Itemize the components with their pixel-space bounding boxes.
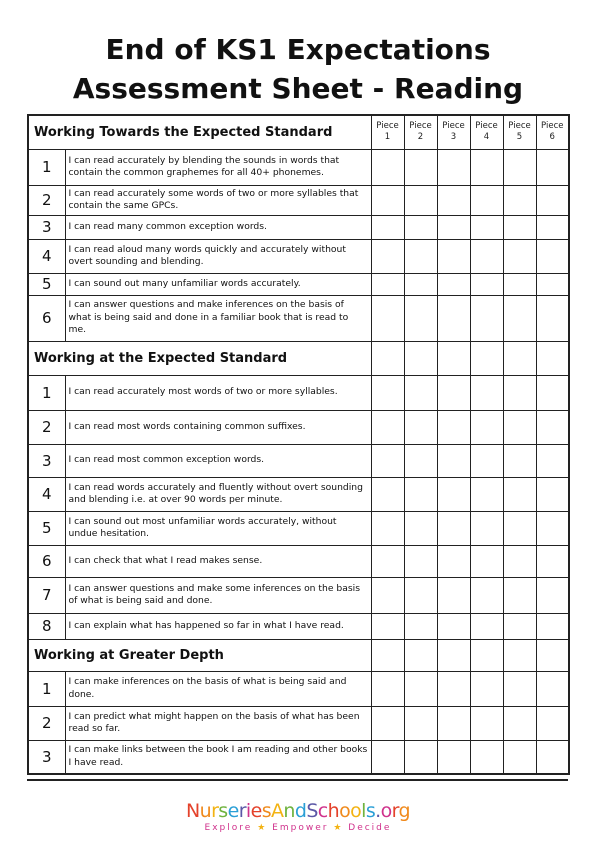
section-header-row (28, 341, 569, 375)
logo-tagline (0, 822, 596, 834)
title-line-2: Assessment Sheet - Reading (72, 72, 524, 105)
criterion-row (28, 511, 569, 545)
criterion-text: I can read most words containing common suffixes. (65, 410, 371, 444)
piece-5-cell[interactable] (503, 671, 536, 706)
piece-2-cell[interactable] (404, 740, 437, 774)
piece-label: Piece (376, 121, 399, 132)
piece-4-cell[interactable] (470, 149, 503, 185)
piece-4-cell[interactable] (470, 273, 503, 295)
nurseries-and-schools-logo (0, 800, 596, 834)
tagline-explore: Explore (204, 823, 253, 833)
criterion-number: 3 (28, 740, 65, 774)
piece-2-cell[interactable] (404, 477, 437, 511)
piece-6-cell[interactable] (536, 545, 569, 577)
piece-2-cell[interactable] (404, 239, 437, 273)
criterion-text: I can explain what has happened so far in what I have read. (65, 613, 371, 639)
piece-1-cell[interactable] (371, 511, 404, 545)
piece-4-cell[interactable] (470, 511, 503, 545)
piece-2-cell[interactable] (404, 706, 437, 740)
criterion-text: I can read words accurately and fluently without overt sounding and blending i.e. at over 90 words per minute. (65, 477, 371, 511)
criterion-row (28, 185, 569, 215)
piece-number: 1 (384, 132, 391, 143)
piece-3-cell[interactable] (437, 511, 470, 545)
piece-3-cell[interactable] (437, 149, 470, 185)
piece-4-header (470, 115, 503, 149)
criterion-number: 4 (28, 477, 65, 511)
piece-3-header[interactable] (437, 639, 470, 671)
piece-6-cell[interactable] (536, 273, 569, 295)
piece-5-cell[interactable] (503, 477, 536, 511)
piece-3-cell[interactable] (437, 185, 470, 215)
criterion-text: I can read accurately by blending the sounds in words that contain the common graphemes for all 40+ phonemes. (65, 149, 371, 185)
piece-4-cell[interactable] (470, 295, 503, 341)
piece-2-header[interactable] (404, 341, 437, 375)
piece-1-cell[interactable] (371, 477, 404, 511)
piece-5-header[interactable] (503, 341, 536, 375)
section-title: Working Towards the Expected Standard (28, 115, 371, 149)
section-title: Working at Greater Depth (28, 639, 371, 671)
criterion-number: 2 (28, 706, 65, 740)
criterion-number: 2 (28, 410, 65, 444)
piece-5-cell[interactable] (503, 273, 536, 295)
piece-2-header (404, 115, 437, 149)
piece-1-cell[interactable] (371, 295, 404, 341)
piece-3-cell[interactable] (437, 410, 470, 444)
piece-3-cell[interactable] (437, 273, 470, 295)
piece-6-cell[interactable] (536, 706, 569, 740)
criterion-row (28, 477, 569, 511)
criterion-text: I can answer questions and make inferences on the basis of what is being said and done in a familiar book that is read to me. (65, 295, 371, 341)
piece-1-cell[interactable] (371, 410, 404, 444)
piece-6-cell[interactable] (536, 577, 569, 613)
piece-6-cell[interactable] (536, 477, 569, 511)
criterion-text: I can sound out most unfamiliar words accurately, without undue hesitation. (65, 511, 371, 545)
piece-6-header[interactable] (536, 341, 569, 375)
piece-5-cell[interactable] (503, 706, 536, 740)
piece-5-cell[interactable] (503, 149, 536, 185)
piece-3-cell[interactable] (437, 706, 470, 740)
piece-label: Piece (442, 121, 465, 132)
piece-6-header (536, 115, 569, 149)
criterion-text: I can check that what I read makes sense. (65, 545, 371, 577)
piece-1-cell[interactable] (371, 613, 404, 639)
criterion-row (28, 273, 569, 295)
criterion-text: I can make links between the book I am reading and other books I have read. (65, 740, 371, 774)
piece-1-cell[interactable] (371, 545, 404, 577)
piece-2-cell[interactable] (404, 613, 437, 639)
piece-2-cell[interactable] (404, 149, 437, 185)
criterion-row (28, 740, 569, 774)
piece-5-cell[interactable] (503, 740, 536, 774)
piece-1-cell[interactable] (371, 671, 404, 706)
criterion-number: 6 (28, 295, 65, 341)
piece-3-cell[interactable] (437, 444, 470, 477)
piece-4-cell[interactable] (470, 375, 503, 410)
piece-5-cell[interactable] (503, 215, 536, 239)
criterion-text: I can predict what might happen on the basis of what has been read so far. (65, 706, 371, 740)
criterion-text: I can read aloud many words quickly and accurately without overt sounding and blending. (65, 239, 371, 273)
piece-number: 6 (549, 132, 555, 143)
criterion-row (28, 577, 569, 613)
piece-4-cell[interactable] (470, 740, 503, 774)
piece-number: 2 (417, 132, 424, 143)
piece-2-cell[interactable] (404, 273, 437, 295)
piece-1-cell[interactable] (371, 706, 404, 740)
piece-5-cell[interactable] (503, 613, 536, 639)
piece-2-cell[interactable] (404, 671, 437, 706)
piece-5-cell[interactable] (503, 375, 536, 410)
criterion-number: 5 (28, 273, 65, 295)
assessment-table (27, 114, 570, 775)
piece-1-cell[interactable] (371, 740, 404, 774)
criterion-row (28, 706, 569, 740)
piece-5-cell[interactable] (503, 410, 536, 444)
criterion-row (28, 215, 569, 239)
piece-1-cell[interactable] (371, 273, 404, 295)
piece-2-cell[interactable] (404, 545, 437, 577)
piece-4-cell[interactable] (470, 185, 503, 215)
piece-4-cell[interactable] (470, 215, 503, 239)
piece-1-cell[interactable] (371, 444, 404, 477)
piece-2-cell[interactable] (404, 577, 437, 613)
criterion-number: 1 (28, 671, 65, 706)
piece-2-cell[interactable] (404, 215, 437, 239)
piece-4-cell[interactable] (470, 613, 503, 639)
piece-3-cell[interactable] (437, 295, 470, 341)
piece-1-header[interactable] (371, 341, 404, 375)
piece-6-cell[interactable] (536, 671, 569, 706)
piece-5-cell[interactable] (503, 185, 536, 215)
piece-6-cell[interactable] (536, 740, 569, 774)
piece-6-cell[interactable] (536, 511, 569, 545)
criterion-number: 8 (28, 613, 65, 639)
criterion-number: 5 (28, 511, 65, 545)
piece-6-cell[interactable] (536, 613, 569, 639)
piece-5-cell[interactable] (503, 545, 536, 577)
piece-4-cell[interactable] (470, 444, 503, 477)
piece-5-cell[interactable] (503, 239, 536, 273)
piece-1-header[interactable] (371, 639, 404, 671)
piece-number: 3 (450, 132, 457, 143)
piece-4-cell[interactable] (470, 239, 503, 273)
star-icon: ★ (257, 823, 268, 833)
piece-number: 4 (483, 132, 490, 143)
piece-6-cell[interactable] (536, 149, 569, 185)
piece-2-header[interactable] (404, 639, 437, 671)
piece-4-cell[interactable] (470, 477, 503, 511)
piece-6-cell[interactable] (536, 185, 569, 215)
piece-4-cell[interactable] (470, 410, 503, 444)
piece-2-cell[interactable] (404, 295, 437, 341)
criterion-text: I can make inferences on the basis of what is being said and done. (65, 671, 371, 706)
piece-5-cell[interactable] (503, 295, 536, 341)
criterion-number: 1 (28, 149, 65, 185)
criterion-number: 3 (28, 444, 65, 477)
piece-1-cell[interactable] (371, 239, 404, 273)
piece-4-cell[interactable] (470, 577, 503, 613)
section-title: Working at the Expected Standard (28, 341, 371, 375)
piece-1-cell[interactable] (371, 375, 404, 410)
piece-1-cell[interactable] (371, 185, 404, 215)
piece-1-cell[interactable] (371, 577, 404, 613)
piece-6-cell[interactable] (536, 215, 569, 239)
piece-5-cell[interactable] (503, 444, 536, 477)
piece-1-cell[interactable] (371, 149, 404, 185)
piece-4-header[interactable] (470, 639, 503, 671)
piece-6-cell[interactable] (536, 375, 569, 410)
piece-6-cell[interactable] (536, 295, 569, 341)
piece-2-cell[interactable] (404, 444, 437, 477)
criterion-row (28, 239, 569, 273)
bottom-rule (27, 779, 568, 781)
criterion-number: 3 (28, 215, 65, 239)
piece-5-header (503, 115, 536, 149)
piece-5-header[interactable] (503, 639, 536, 671)
logo-wordmark: NurseriesAndSchools.org (185, 800, 411, 822)
piece-6-cell[interactable] (536, 239, 569, 273)
criterion-text: I can answer questions and make some inferences on the basis of what is being said and done. (65, 577, 371, 613)
piece-3-cell[interactable] (437, 577, 470, 613)
criterion-text: I can read accurately some words of two or more syllables that contain the same GPCs. (65, 185, 371, 215)
piece-3-cell[interactable] (437, 239, 470, 273)
criterion-number: 1 (28, 375, 65, 410)
piece-1-header (371, 115, 404, 149)
criterion-row (28, 149, 569, 185)
section-header-row (28, 639, 569, 671)
criterion-row (28, 410, 569, 444)
piece-3-cell[interactable] (437, 375, 470, 410)
piece-label: Piece (409, 121, 432, 132)
tagline-decide: Decide (348, 823, 392, 833)
piece-number: 5 (516, 132, 523, 143)
criterion-number: 2 (28, 185, 65, 215)
piece-label: Piece (541, 121, 564, 132)
piece-3-cell[interactable] (437, 613, 470, 639)
piece-3-cell[interactable] (437, 671, 470, 706)
piece-2-cell[interactable] (404, 185, 437, 215)
piece-1-cell[interactable] (371, 215, 404, 239)
piece-2-cell[interactable] (404, 511, 437, 545)
criterion-number: 6 (28, 545, 65, 577)
criterion-row (28, 671, 569, 706)
piece-3-header (437, 115, 470, 149)
piece-3-cell[interactable] (437, 215, 470, 239)
piece-5-cell[interactable] (503, 511, 536, 545)
piece-6-header[interactable] (536, 639, 569, 671)
criterion-text: I can read many common exception words. (65, 215, 371, 239)
piece-label: Piece (508, 121, 531, 132)
piece-5-cell[interactable] (503, 577, 536, 613)
piece-2-cell[interactable] (404, 375, 437, 410)
piece-4-cell[interactable] (470, 545, 503, 577)
criterion-row (28, 295, 569, 341)
piece-label: Piece (475, 121, 498, 132)
criterion-text: I can sound out many unfamiliar words accurately. (65, 273, 371, 295)
criterion-number: 7 (28, 577, 65, 613)
piece-4-cell[interactable] (470, 671, 503, 706)
page-title (0, 30, 596, 108)
criterion-text: I can read most common exception words. (65, 444, 371, 477)
piece-3-cell[interactable] (437, 477, 470, 511)
criterion-row (28, 444, 569, 477)
criterion-row (28, 375, 569, 410)
piece-3-header[interactable] (437, 341, 470, 375)
piece-4-header[interactable] (470, 341, 503, 375)
star-icon: ★ (333, 823, 344, 833)
piece-3-cell[interactable] (437, 740, 470, 774)
criterion-row (28, 613, 569, 639)
title-line-1: End of KS1 Expectations (105, 33, 491, 66)
piece-2-cell[interactable] (404, 410, 437, 444)
piece-3-cell[interactable] (437, 545, 470, 577)
piece-6-cell[interactable] (536, 410, 569, 444)
criterion-row (28, 545, 569, 577)
criterion-text: I can read accurately most words of two or more syllables. (65, 375, 371, 410)
criterion-number: 4 (28, 239, 65, 273)
piece-4-cell[interactable] (470, 706, 503, 740)
section-header-row (28, 115, 569, 149)
tagline-empower: Empower (272, 823, 329, 833)
piece-6-cell[interactable] (536, 444, 569, 477)
